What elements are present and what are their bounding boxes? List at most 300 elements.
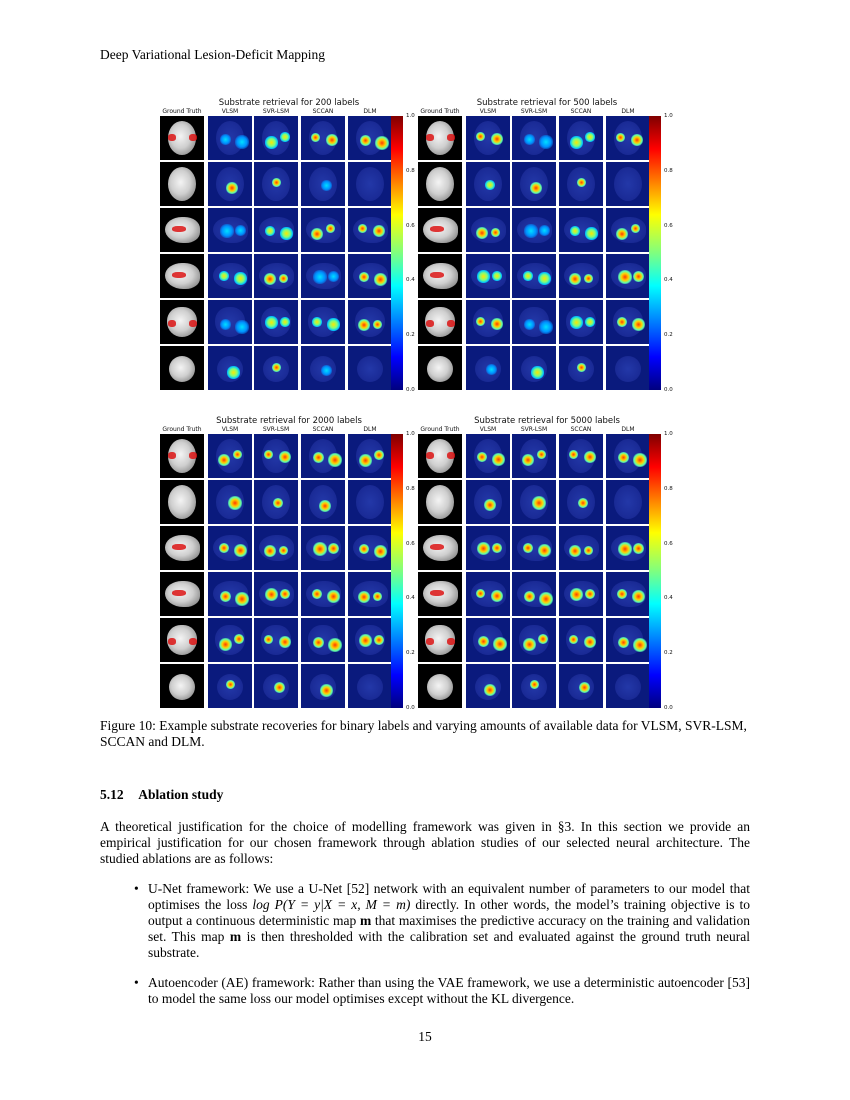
activation-blob <box>477 452 487 462</box>
brain-slice <box>356 167 384 201</box>
column-label: Ground Truth <box>162 426 202 433</box>
colorbar <box>391 116 403 390</box>
activation-blob <box>491 590 503 602</box>
colorbar <box>649 434 661 708</box>
colorbar-tick-label: 1.0 <box>406 431 415 437</box>
activation-blob <box>360 135 371 146</box>
ground-truth-image <box>418 434 462 478</box>
activation-blob <box>375 136 389 150</box>
ground-truth-image <box>160 300 204 344</box>
substrate-map-image <box>301 116 345 160</box>
colorbar-tick-label: 0.0 <box>406 705 415 711</box>
activation-blob <box>328 453 342 467</box>
inline-math: m <box>229 929 242 944</box>
colorbar-tick-label: 1.0 <box>406 113 415 119</box>
activation-blob <box>585 317 595 327</box>
substrate-map-image <box>466 300 510 344</box>
colorbar-tick-label: 0.4 <box>406 595 415 602</box>
activation-blob <box>328 638 342 652</box>
colorbar-tick-label: 0.2 <box>406 650 415 657</box>
activation-blob <box>226 182 238 194</box>
substrate-map-image <box>254 572 298 616</box>
substrate-map-image <box>208 116 252 160</box>
colorbar <box>391 434 403 708</box>
substrate-map-image <box>512 434 556 478</box>
activation-blob <box>313 452 324 463</box>
lesion-mask <box>447 452 455 459</box>
activation-blob <box>523 543 533 553</box>
column-label: VLSM <box>221 108 239 115</box>
activation-blob <box>478 636 489 647</box>
activation-blob <box>321 365 332 376</box>
activation-blob <box>484 684 496 696</box>
activation-blob <box>577 178 586 187</box>
substrate-map-image <box>254 526 298 570</box>
activation-blob <box>226 680 235 689</box>
section-title: Ablation study <box>138 787 224 802</box>
activation-blob <box>279 451 291 463</box>
activation-blob <box>584 546 593 555</box>
substrate-map-image <box>606 254 650 298</box>
substrate-map-image <box>254 434 298 478</box>
substrate-map-image <box>559 664 603 708</box>
lesion-mask <box>430 544 444 550</box>
activation-blob <box>312 317 322 327</box>
substrate-map-image <box>466 480 510 524</box>
activation-blob <box>235 135 249 149</box>
substrate-map-image <box>208 618 252 662</box>
brain-slice <box>357 356 383 382</box>
figure-panel <box>160 98 416 393</box>
lesion-mask <box>447 638 455 645</box>
activation-blob <box>265 588 278 601</box>
substrate-map-image <box>512 116 556 160</box>
substrate-map-image <box>606 116 650 160</box>
activation-blob <box>585 589 595 599</box>
colorbar-tick-label: 0.6 <box>664 222 673 229</box>
lesion-mask <box>168 638 176 645</box>
activation-blob <box>219 543 229 553</box>
substrate-map-image <box>559 346 603 390</box>
activation-blob <box>219 638 232 651</box>
ground-truth-image <box>160 572 204 616</box>
substrate-map-image <box>301 572 345 616</box>
colorbar-tick-label: 0.8 <box>406 167 415 174</box>
activation-blob <box>476 227 488 239</box>
colorbar <box>649 116 661 390</box>
colorbar-tick-label: 0.4 <box>664 277 673 284</box>
activation-blob <box>633 453 647 467</box>
substrate-map-image <box>559 300 603 344</box>
figure-caption: Figure 10: Example substrate recoveries for binary labels and varying amounts of available data for VLSM, SVR-LSM, SCCAN and DLM. <box>100 718 747 749</box>
lesion-mask <box>172 272 186 278</box>
substrate-map-image <box>348 526 392 570</box>
brain-slice <box>169 356 195 382</box>
brain-slice <box>169 674 195 700</box>
substrate-map-image <box>254 618 298 662</box>
activation-blob <box>476 132 485 141</box>
activation-blob <box>585 132 595 142</box>
lesion-mask <box>189 452 197 459</box>
lesion-mask <box>172 590 186 596</box>
activation-blob <box>264 635 273 644</box>
section-paragraph: A theoretical justification for the choice of modelling framework was given in §3. In this section we provide an empirical justification for our chosen framework through ablation studies of our selected neural architecture. The studied ablations are as follows: <box>100 819 750 866</box>
substrate-map-image <box>512 664 556 708</box>
activation-blob <box>312 589 322 599</box>
ground-truth-image <box>160 162 204 206</box>
activation-blob <box>524 134 535 145</box>
activation-blob <box>616 133 625 142</box>
substrate-map-image <box>348 618 392 662</box>
substrate-map-image <box>466 434 510 478</box>
activation-blob <box>235 225 246 236</box>
activation-blob <box>326 224 335 233</box>
activation-blob <box>531 366 544 379</box>
substrate-map-image <box>254 346 298 390</box>
substrate-map-image <box>606 618 650 662</box>
column-label: VLSM <box>479 108 497 115</box>
activation-blob <box>359 634 372 647</box>
activation-blob <box>477 542 490 555</box>
substrate-map-image <box>466 254 510 298</box>
bullet-text: directly. In other words, the model’s training objective is to output a continuous deterministic map <box>148 897 750 928</box>
ground-truth-image <box>418 664 462 708</box>
ground-truth-image <box>418 116 462 160</box>
activation-blob <box>476 589 485 598</box>
section-number: 5.12 <box>100 787 124 802</box>
column-label: SVR-LSM <box>520 426 548 433</box>
substrate-map-image <box>301 526 345 570</box>
activation-blob <box>274 682 285 693</box>
activation-blob <box>234 544 247 557</box>
column-label: DLM <box>363 108 377 115</box>
activation-blob <box>616 228 628 240</box>
activation-blob <box>585 227 598 240</box>
bullet-text: that maximises the predictive accuracy on the training and validation set. This map <box>148 913 750 944</box>
figure-panel <box>418 416 674 711</box>
activation-blob <box>311 133 320 142</box>
activation-blob <box>235 592 249 606</box>
activation-blob <box>569 450 578 459</box>
substrate-map-image <box>348 208 392 252</box>
activation-blob <box>264 545 276 557</box>
lesion-mask <box>189 320 197 327</box>
activation-blob <box>272 363 281 372</box>
colorbar-tick-label: 1.0 <box>664 431 673 437</box>
colorbar-tick-label: 0.6 <box>406 540 415 547</box>
column-label: DLM <box>363 426 377 433</box>
activation-blob <box>476 317 485 326</box>
lesion-mask <box>168 320 176 327</box>
column-label: SCCAN <box>312 108 334 115</box>
activation-blob <box>319 500 331 512</box>
activation-blob <box>584 451 596 463</box>
substrate-map-image <box>301 254 345 298</box>
bullet-icon: • <box>134 975 139 990</box>
activation-blob <box>218 454 230 466</box>
activation-blob <box>328 271 339 282</box>
substrate-map-image <box>208 162 252 206</box>
colorbar-tick-label: 0.8 <box>406 485 415 492</box>
activation-blob <box>577 363 586 372</box>
activation-blob <box>484 499 496 511</box>
substrate-map-image <box>301 434 345 478</box>
activation-blob <box>321 180 332 191</box>
activation-blob <box>578 498 588 508</box>
activation-blob <box>539 135 553 149</box>
column-label: SCCAN <box>570 108 592 115</box>
substrate-map-image <box>208 254 252 298</box>
substrate-map-image <box>606 300 650 344</box>
activation-blob <box>537 450 546 459</box>
figure-panel <box>160 416 416 711</box>
activation-blob <box>524 319 535 330</box>
brain-slice <box>615 674 641 700</box>
substrate-map-image <box>348 480 392 524</box>
panel-title: Substrate retrieval for 5000 labels <box>474 416 620 426</box>
column-label: DLM <box>621 108 635 115</box>
activation-blob <box>234 634 244 644</box>
substrate-map-image <box>606 434 650 478</box>
ground-truth-image <box>418 254 462 298</box>
activation-blob <box>265 226 275 236</box>
substrate-map-image <box>512 480 556 524</box>
substrate-map-image <box>348 346 392 390</box>
substrate-map-image <box>466 346 510 390</box>
substrate-map-image <box>208 300 252 344</box>
activation-blob <box>373 592 382 601</box>
bullet-text: Autoencoder (AE) framework: Rather than using the VAE framework, we use a deterministic autoencoder [53] to model the same loss our model optimises except without the KL divergence. <box>148 975 750 1006</box>
column-label: VLSM <box>221 426 239 433</box>
brain-slice <box>168 485 196 519</box>
activation-blob <box>569 635 578 644</box>
substrate-map-image <box>466 116 510 160</box>
activation-blob <box>358 224 367 233</box>
activation-blob <box>569 273 581 285</box>
brain-slice <box>426 167 454 201</box>
activation-blob <box>538 634 548 644</box>
ground-truth-image <box>418 300 462 344</box>
substrate-map-image <box>606 664 650 708</box>
activation-blob <box>492 453 505 466</box>
activation-blob <box>358 319 370 331</box>
substrate-map-image <box>301 618 345 662</box>
substrate-map-image <box>254 208 298 252</box>
activation-blob <box>493 637 507 651</box>
activation-blob <box>530 680 539 689</box>
ground-truth-image <box>160 664 204 708</box>
inline-math: m <box>359 913 372 928</box>
activation-blob <box>235 320 249 334</box>
activation-blob <box>617 317 627 327</box>
activation-blob <box>485 180 495 190</box>
ground-truth-image <box>418 526 462 570</box>
activation-blob <box>631 224 640 233</box>
brain-slice <box>614 167 642 201</box>
page-number: 15 <box>418 1029 432 1044</box>
activation-blob <box>220 134 231 145</box>
substrate-map-image <box>466 618 510 662</box>
substrate-map-image <box>606 162 650 206</box>
activation-blob <box>265 136 278 149</box>
ground-truth-image <box>418 346 462 390</box>
activation-blob <box>617 589 627 599</box>
substrate-map-image <box>466 162 510 206</box>
activation-blob <box>618 542 632 556</box>
substrate-map-image <box>512 346 556 390</box>
substrate-map-image <box>559 116 603 160</box>
activation-blob <box>374 545 387 558</box>
bullet-text: U-Net framework: We use a U-Net [52] network with an equivalent number of parameters to our model that optimises the loss <box>148 881 750 912</box>
activation-blob <box>618 270 632 284</box>
substrate-map-image <box>559 480 603 524</box>
activation-blob <box>358 591 370 603</box>
lesion-mask <box>189 638 197 645</box>
lesion-mask <box>426 638 434 645</box>
column-label: SCCAN <box>312 426 334 433</box>
column-label: SCCAN <box>570 426 592 433</box>
running-head: Deep Variational Lesion-Deficit Mapping <box>100 47 326 62</box>
column-label: Ground Truth <box>420 108 460 115</box>
substrate-map-image <box>254 480 298 524</box>
figure-panel <box>418 98 674 393</box>
activation-blob <box>219 271 229 281</box>
substrate-map-image <box>301 346 345 390</box>
substrate-map-image <box>208 664 252 708</box>
ground-truth-image <box>418 618 462 662</box>
bullet-text: is then thresholded with the calibration set and evaluated against the ground truth neural substrate. <box>148 929 750 960</box>
colorbar-tick-label: 0.2 <box>664 332 673 339</box>
activation-blob <box>233 450 242 459</box>
activation-blob <box>313 542 327 556</box>
substrate-map-image <box>208 572 252 616</box>
lesion-mask <box>447 134 455 141</box>
colorbar-tick-label: 0.2 <box>664 650 673 657</box>
lesion-mask <box>172 544 186 550</box>
brain-slice <box>614 485 642 519</box>
substrate-map-image <box>254 162 298 206</box>
ground-truth-image <box>160 434 204 478</box>
activation-blob <box>264 273 276 285</box>
activation-blob <box>631 134 643 146</box>
substrate-map-image <box>208 434 252 478</box>
colorbar-tick-label: 0.8 <box>664 167 673 174</box>
activation-blob <box>220 224 234 238</box>
substrate-map-image <box>559 208 603 252</box>
ablation-list <box>130 881 750 1021</box>
substrate-map-image <box>512 300 556 344</box>
activation-blob <box>327 318 340 331</box>
activation-blob <box>524 591 535 602</box>
ground-truth-image <box>418 572 462 616</box>
substrate-map-image <box>559 526 603 570</box>
brain-slice <box>168 167 196 201</box>
panel-title: Substrate retrieval for 2000 labels <box>216 416 362 426</box>
activation-blob <box>220 591 231 602</box>
activation-blob <box>492 271 502 281</box>
activation-blob <box>530 182 542 194</box>
substrate-map-image <box>348 116 392 160</box>
substrate-map-image <box>559 254 603 298</box>
activation-blob <box>491 228 500 237</box>
substrate-map-image <box>606 480 650 524</box>
activation-blob <box>359 272 369 282</box>
substrate-map-image <box>606 526 650 570</box>
activation-blob <box>539 320 553 334</box>
list-item <box>130 881 750 961</box>
activation-blob <box>272 178 281 187</box>
activation-blob <box>279 636 291 648</box>
activation-blob <box>311 228 323 240</box>
activation-blob <box>320 684 333 697</box>
substrate-map-image <box>466 208 510 252</box>
lesion-mask <box>430 590 444 596</box>
activation-blob <box>618 452 629 463</box>
substrate-map-image <box>208 346 252 390</box>
activation-blob <box>279 274 288 283</box>
activation-blob <box>486 364 497 375</box>
activation-blob <box>633 271 644 282</box>
colorbar-tick-label: 1.0 <box>664 113 673 119</box>
substrate-map-image <box>466 526 510 570</box>
lesion-mask <box>168 452 176 459</box>
column-label: VLSM <box>479 426 497 433</box>
substrate-map-image <box>348 572 392 616</box>
substrate-map-image <box>348 300 392 344</box>
substrate-map-image <box>208 526 252 570</box>
activation-blob <box>265 316 278 329</box>
activation-blob <box>618 637 629 648</box>
substrate-map-image <box>254 664 298 708</box>
activation-blob <box>570 226 580 236</box>
ground-truth-image <box>160 346 204 390</box>
section-heading <box>100 787 223 803</box>
activation-blob <box>523 638 536 651</box>
colorbar-tick-label: 0.0 <box>664 705 673 711</box>
activation-blob <box>327 590 340 603</box>
brain-slice <box>426 485 454 519</box>
activation-blob <box>539 592 553 606</box>
activation-blob <box>280 589 290 599</box>
activation-blob <box>569 545 581 557</box>
activation-blob <box>492 543 502 553</box>
activation-blob <box>328 543 339 554</box>
activation-blob <box>373 225 385 237</box>
brain-slice <box>615 356 641 382</box>
colorbar-tick-label: 0.4 <box>664 595 673 602</box>
lesion-mask <box>447 320 455 327</box>
substrate-map-image <box>606 208 650 252</box>
substrate-map-image <box>301 208 345 252</box>
activation-blob <box>373 320 382 329</box>
panel-title: Substrate retrieval for 500 labels <box>476 98 618 108</box>
activation-blob <box>280 317 290 327</box>
list-item <box>130 975 750 1007</box>
colorbar-tick-label: 0.4 <box>406 277 415 284</box>
column-label: SVR-LSM <box>520 108 548 115</box>
lesion-mask <box>426 452 434 459</box>
substrate-map-image <box>512 572 556 616</box>
activation-blob <box>632 590 645 603</box>
ground-truth-image <box>160 254 204 298</box>
ground-truth-image <box>418 162 462 206</box>
colorbar-tick-label: 0.0 <box>664 387 673 393</box>
ground-truth-image <box>160 116 204 160</box>
colorbar-tick-label: 0.6 <box>664 540 673 547</box>
activation-blob <box>538 272 551 285</box>
activation-blob <box>570 316 583 329</box>
activation-blob <box>279 546 288 555</box>
